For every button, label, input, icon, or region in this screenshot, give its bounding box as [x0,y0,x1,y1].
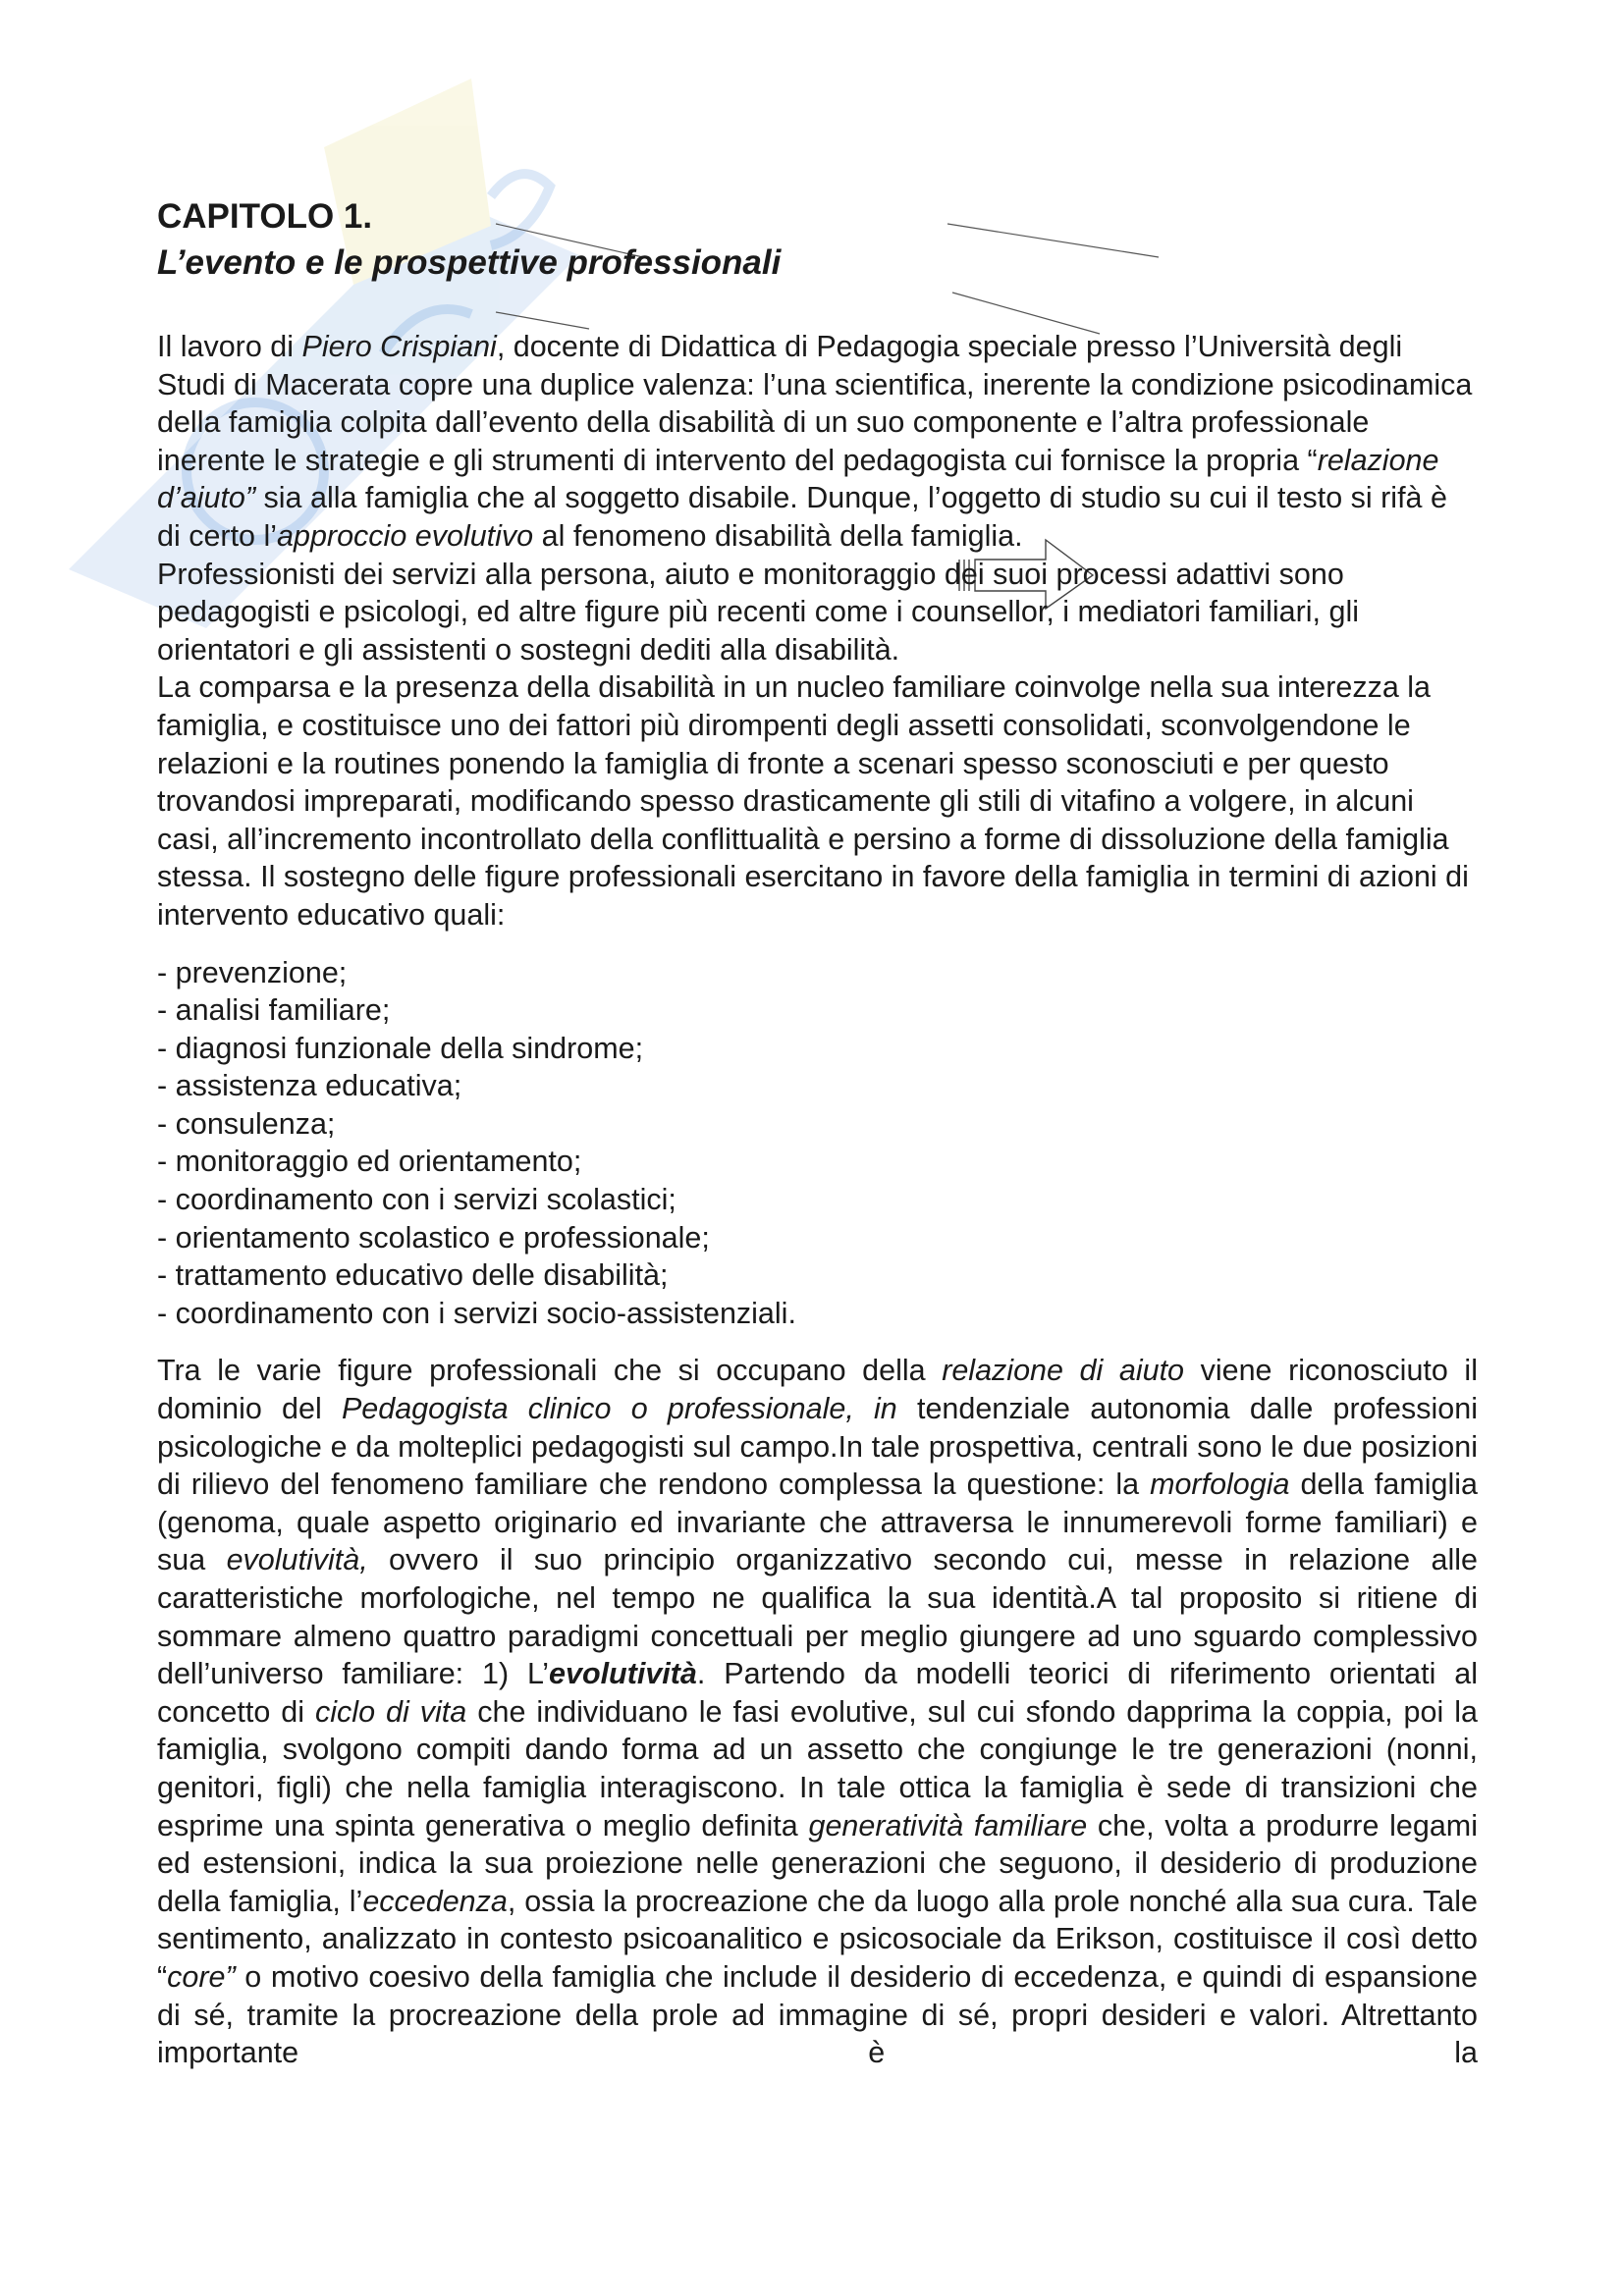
paragraph-disability: La comparsa e la presenza della disabilità in un nucleo familiare coinvolge nella sua interezza la famiglia, e costituisce uno dei fattori più dirompenti degli assetti consolidati, sconvolgendone le relazioni e la routines ponendo la famiglia di fronte a scenari spesso sconosciuti e per questo trovandosi impreparati, modificando spesso drasticamente gli stili di vitafino a volgere, in alcuni casi, all’incremento incontrollato della conflittualità e persino a forme di dissoluzione della famiglia stessa. Il sostegno delle figure professionali esercitano in favore della famiglia in termini di azioni di intervento educativo quali: [157,670,1469,932]
paragraph-pedagogista: Tra le varie figure professionali che si occupano della relazione di aiuto viene riconosciuto il dominio del Pedagogista clinico o professionale, in tendenziale autonomia dalle professioni psicologiche e da molteplici pedagogisti sul campo.In tale prospettiva, centrali sono le due posizioni di rilievo del fenomeno familiare che rendono complessa la questione: la morfologia della famiglia (genoma, quale aspetto originario ed invariante che attraversa le innumerevoli forme familiari) e sua evolutività, ovvero il suo principio organizzativo secondo cui, messe in relazione alle caratteristiche morfologiche, nel tempo ne qualifica la sua identità.A tal proposito si ritiene di sommare almeno quattro paradigmi concettuali per meglio giungere ad uno sguardo complessivo dell’universo familiare: 1) L’evolutività. Partendo da modelli teorici di riferimento orientati al concetto di ciclo di vita che individuano le fasi evolutive, sul cui sfondo dapprima la coppia, poi la famiglia, svolgono compiti dando forma ad un assetto che congiunge le tre generazioni (nonni, genitori, figli) che nella famiglia interagiscono. In tale ottica la famiglia è sede di transizioni che esprime una spinta generativa o meglio definita generatività familiare che, volta a produrre legami ed estensioni, indica la sua proiezione nelle generazioni che seguono, il desiderio di produzione della famiglia, l’eccedenza, ossia la procreazione che da luogo alla prole nonché alla sua cura. Tale sentimento, analizzato in contesto psicoanalitico e psicosociale da Erikson, costituisce il così detto “core” o motivo coesivo della famiglia che include il desiderio di eccedenza, e quindi di espansione di sé, tramite la procreazione della prole ad immagine di sé, propri desideri e valori. Altrettanto importante è la [157,1354,1478,2070]
list-item: - analisi familiare; [157,993,391,1028]
list-item: - prevenzione; [157,955,348,989]
paragraph-professionals: Professionisti dei servizi alla persona, aiuto e monitoraggio dei suoi processi adattivi sono pedagogisti e psicologi, ed altre figure più recenti come i counsellor, i mediatori familiari, gli orientatori e gli assistenti o sostegni dediti alla disabilità. [157,557,1360,667]
list-item: - assistenza educativa; [157,1069,462,1103]
list-item: - diagnosi funzionale della sindrome; [157,1031,644,1065]
chapter-heading: CAPITOLO 1. [157,197,373,236]
list-item: - trattamento educativo delle disabilità; [157,1258,669,1293]
intervention-list [157,954,1478,1333]
list-item: - monitoraggio ed orientamento; [157,1145,582,1179]
list-item: - coordinamento con i servizi socio-assistenziali. [157,1296,796,1330]
chapter-title: L’evento e le prospettive professionali [157,243,782,282]
paragraph-intro: Il lavoro di Piero Crispiani, docente di Didattica di Pedagogia speciale presso l’Università degli Studi di Macerata copre una duplice valenza: l’una scientifica, inerente la condizione psicodinamica della famiglia colpita dall’evento della disabilità di un suo componente e l’altra professionale inerente le strategie e gli strumenti di intervento del pedagogista cui fornisce la propria “relazione d’aiuto” sia alla famiglia che al soggetto disabile. Dunque, l’oggetto di studio su cui il testo si rifà è di certo l’approccio evolutivo al fenomeno disabilità della famiglia. [157,330,1473,553]
list-item: - orientamento scolastico e professionale; [157,1220,710,1255]
list-item: - consulenza; [157,1106,336,1141]
document-page [157,196,1478,2072]
list-item: - coordinamento con i servizi scolastici; [157,1183,676,1217]
